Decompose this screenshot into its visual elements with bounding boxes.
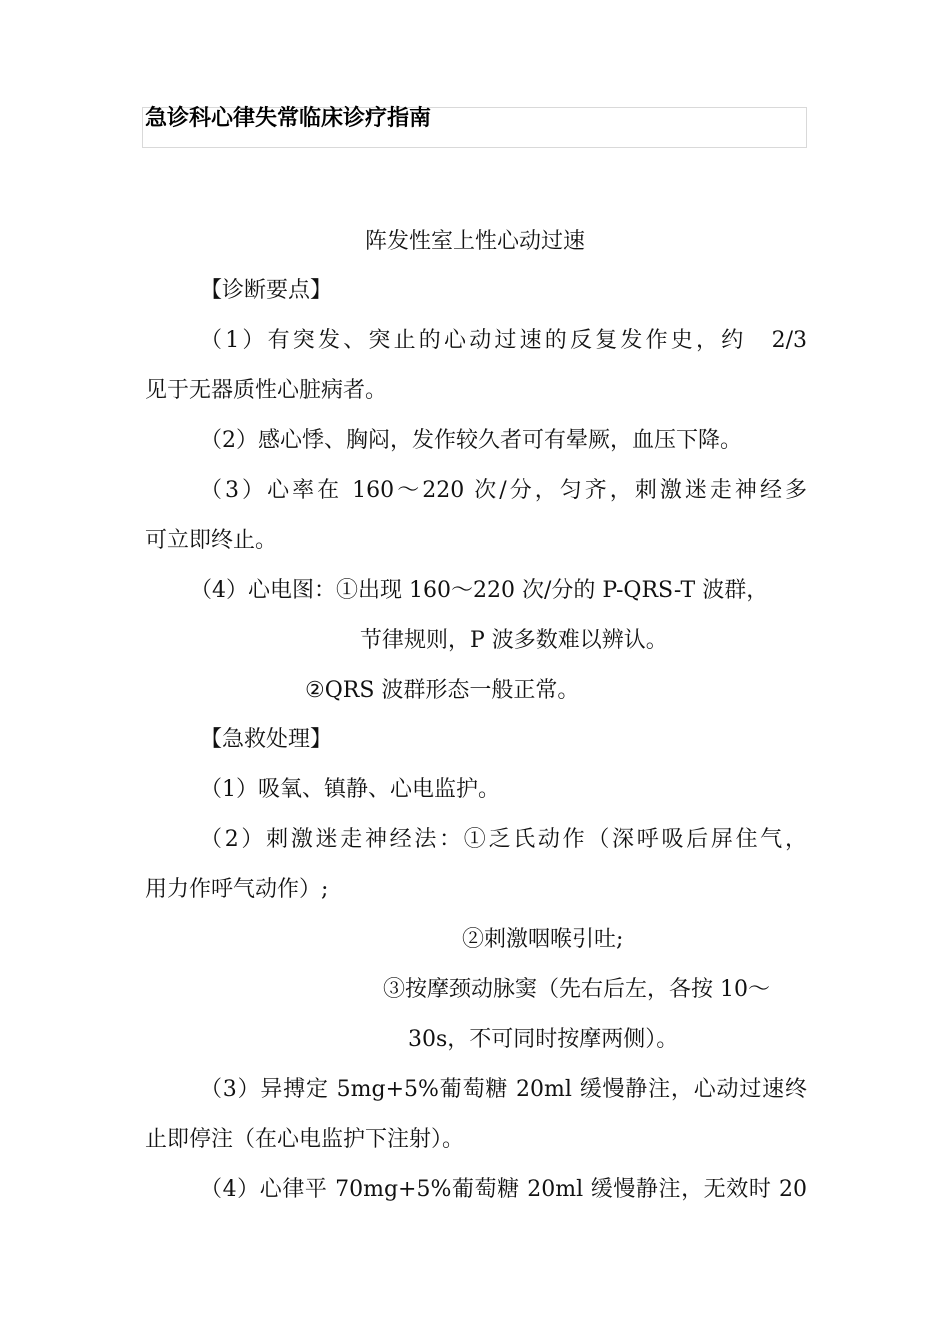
treatment-item-2-line5: 30s，不可同时按摩两侧）。: [408, 1027, 679, 1052]
treatment-item-1-line1: （1）吸氧、镇静、心电监护。: [200, 777, 500, 802]
diagnosis-item-4-line2: 节律规则，P 波多数难以辨认。: [360, 628, 668, 653]
section-title: 阵发性室上性心动过速: [364, 229, 585, 254]
treatment-item-2-line3: ②刺激咽喉引吐;: [462, 927, 624, 952]
diagnosis-item-4-line1: （4）心电图：①出现 160～220 次/分的 P-QRS-T 波群，: [190, 578, 769, 603]
treatment-item-2-line1: （2）刺激迷走神经法：①乏氏动作（深呼吸后屏住气，: [200, 827, 807, 852]
treatment-heading: 【急救处理】: [200, 727, 333, 752]
document-title: 急诊科心律失常临床诊疗指南: [145, 106, 432, 131]
diagnosis-item-3-line2: 可立即终止。: [145, 528, 278, 553]
diagnosis-heading: 【诊断要点】: [200, 278, 333, 303]
treatment-item-2-line4: ③按摩颈动脉窦（先右后左，各按 10～: [383, 977, 770, 1002]
treatment-item-3-line2: 止即停注（在心电监护下注射）。: [145, 1127, 465, 1152]
treatment-item-3-line1: （3）异搏定 5mg+5%葡萄糖 20ml 缓慢静注，心动过速终: [200, 1077, 807, 1102]
diagnosis-item-2-line1: （2）感心悸、胸闷，发作较久者可有晕厥，血压下降。: [200, 428, 742, 453]
diagnosis-item-1-line2: 见于无器质性心脏病者。: [145, 378, 388, 403]
diagnosis-item-1-line1: （1）有突发、突止的心动过速的反复发作史，约 2/3: [200, 328, 807, 353]
diagnosis-item-3-line1: （3）心率在 160～220 次/分，匀齐，刺激迷走神经多: [200, 478, 807, 503]
treatment-item-4-line1: （4）心律平 70mg+5%葡萄糖 20ml 缓慢静注，无效时 20: [200, 1177, 807, 1202]
treatment-item-2-line2: 用力作呼气动作）;: [145, 877, 329, 902]
diagnosis-item-4-line3: ②QRS 波群形态一般正常。: [305, 678, 580, 703]
